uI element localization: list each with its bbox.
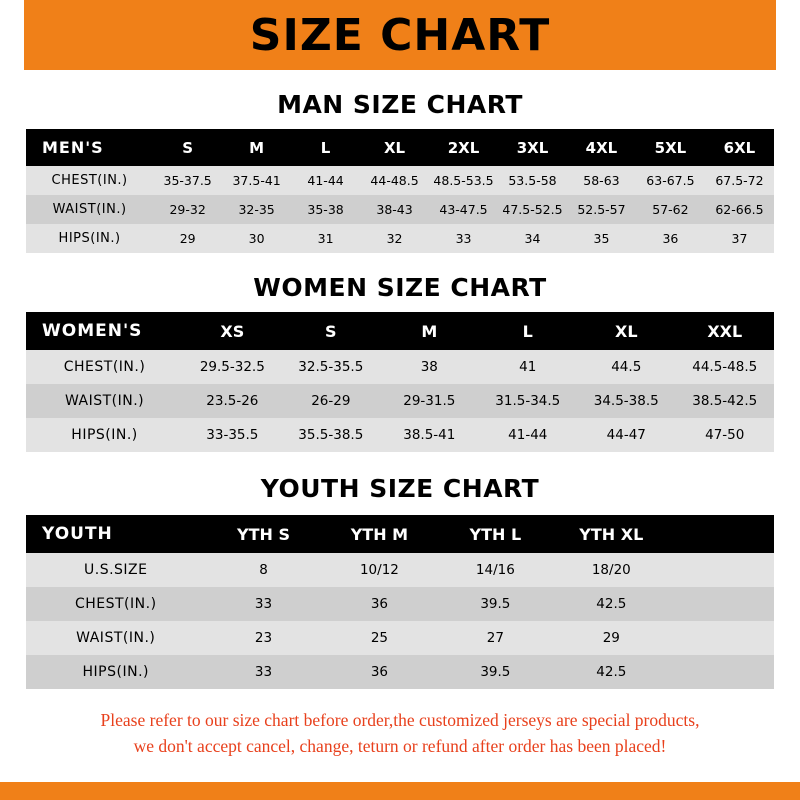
man-row-label-header: MEN'S: [42, 138, 104, 157]
man-row-2-cell-8: 37: [731, 231, 748, 246]
youth-row-label-header: YOUTH: [42, 524, 113, 544]
man-row-2-label: HIPS(IN.): [58, 231, 121, 246]
man-row-0-cell-2: 41-44: [307, 173, 344, 188]
man-row-2-cell-1: 30: [248, 231, 265, 246]
women-col-header-0: XS: [220, 321, 245, 341]
man-col-header-0: S: [182, 138, 194, 157]
women-row-1-cell-0: 23.5-26: [206, 393, 259, 409]
table-header-row: [26, 515, 774, 553]
youth-col-header-0: YTH S: [236, 524, 290, 544]
table-header-row: [26, 129, 774, 166]
youth-row-2-cell-1: 25: [370, 630, 389, 646]
man-size-table: [26, 129, 774, 253]
man-col-header-5: 3XL: [516, 138, 549, 157]
footer-band: [0, 782, 800, 800]
youth-section-title: YOUTH SIZE CHART: [260, 474, 540, 503]
table-header-row: [26, 312, 774, 350]
youth-col-header-2: YTH L: [469, 524, 522, 544]
women-row-2-cell-3: 41-44: [508, 427, 548, 443]
header-band: [0, 0, 800, 70]
table-row: [26, 553, 774, 587]
man-col-header-1: M: [249, 138, 265, 157]
man-col-header-6: 4XL: [585, 138, 618, 157]
women-row-0-cell-2: 38: [420, 359, 438, 375]
table-row: [26, 621, 774, 655]
man-row-2-cell-3: 32: [386, 231, 403, 246]
women-section-title: WOMEN SIZE CHART: [253, 273, 547, 302]
women-row-2-cell-1: 35.5-38.5: [298, 427, 364, 443]
youth-row-1-cell-spacer: [669, 587, 774, 621]
man-section-title: MAN SIZE CHART: [277, 90, 523, 119]
man-row-1-cell-6: 52.5-57: [577, 202, 626, 217]
women-table-header: [26, 312, 774, 350]
man-col-header-7: 5XL: [654, 138, 687, 157]
youth-table-header: [26, 515, 774, 553]
youth-col-header-1: YTH M: [350, 524, 409, 544]
youth-row-2-cell-spacer: [669, 621, 774, 655]
man-col-header-2: L: [320, 138, 331, 157]
women-row-0-cell-5: 44.5-48.5: [692, 359, 758, 375]
man-col-header-4: 2XL: [447, 138, 480, 157]
man-table-header: [26, 129, 774, 166]
table-row: [26, 350, 774, 384]
youth-row-1-cell-2: 39.5: [480, 596, 511, 612]
women-col-header-5: XXL: [707, 321, 743, 341]
man-row-0-cell-8: 67.5-72: [715, 173, 764, 188]
page-title: SIZE CHART: [249, 9, 551, 61]
youth-col-header-3: YTH XL: [579, 524, 644, 544]
table-row: [26, 587, 774, 621]
women-row-0-cell-4: 44.5: [611, 359, 642, 375]
women-row-2-cell-0: 33-35.5: [206, 427, 259, 443]
women-row-1-cell-4: 34.5-38.5: [593, 393, 659, 409]
man-row-1-cell-4: 43-47.5: [439, 202, 488, 217]
women-row-2-cell-5: 47-50: [705, 427, 745, 443]
youth-row-1-cell-1: 36: [370, 596, 389, 612]
youth-row-3-cell-2: 39.5: [480, 664, 511, 680]
youth-row-0-cell-3: 18/20: [591, 562, 631, 578]
header-right-spacer: [776, 0, 800, 70]
women-row-0-cell-3: 41: [519, 359, 537, 375]
order-policy-note-line-1: Please refer to our size chart before order,the customized jerseys are special products,: [100, 710, 700, 730]
header-left-spacer: [0, 0, 24, 70]
man-row-0-cell-7: 63-67.5: [646, 173, 695, 188]
women-row-2-cell-4: 44-47: [606, 427, 646, 443]
table-row: [26, 384, 774, 418]
man-row-0-cell-6: 58-63: [583, 173, 620, 188]
women-row-1-cell-3: 31.5-34.5: [495, 393, 561, 409]
youth-row-3-cell-3: 42.5: [596, 664, 627, 680]
man-col-header-8: 6XL: [723, 138, 756, 157]
table-row: [26, 166, 774, 195]
man-row-1-cell-8: 62-66.5: [715, 202, 764, 217]
man-row-1-cell-7: 57-62: [652, 202, 689, 217]
man-col-header-3: XL: [383, 138, 406, 157]
man-row-2-cell-6: 35: [593, 231, 610, 246]
man-row-2-cell-4: 33: [455, 231, 472, 246]
youth-row-3-label: HIPS(IN.): [82, 664, 149, 680]
women-row-2-cell-2: 38.5-41: [403, 427, 456, 443]
women-row-0-cell-1: 32.5-35.5: [298, 359, 364, 375]
women-col-header-3: L: [522, 321, 533, 341]
man-row-1-cell-1: 32-35: [238, 202, 275, 217]
women-row-label-header: WOMEN'S: [42, 321, 143, 341]
youth-row-2-cell-0: 23: [254, 630, 273, 646]
table-row: [26, 655, 774, 689]
youth-table-body: [26, 553, 774, 689]
youth-row-2-label: WAIST(IN.): [76, 630, 156, 646]
women-col-header-2: M: [421, 321, 438, 341]
man-row-0-cell-4: 48.5-53.5: [433, 173, 494, 188]
man-table-body: [26, 166, 774, 253]
man-row-2-cell-7: 36: [662, 231, 679, 246]
youth-row-3-cell-0: 33: [254, 664, 273, 680]
youth-row-2-cell-3: 29: [602, 630, 620, 646]
youth-row-1-cell-3: 42.5: [596, 596, 627, 612]
youth-col-header-spacer: [669, 515, 774, 553]
youth-row-0-label: U.S.SIZE: [84, 562, 148, 578]
women-row-0-label: CHEST(IN.): [63, 359, 146, 375]
youth-row-0-cell-spacer: [669, 553, 774, 587]
man-row-2-cell-5: 34: [524, 231, 541, 246]
women-row-1-cell-2: 29-31.5: [403, 393, 456, 409]
women-col-header-4: XL: [614, 321, 638, 341]
man-row-2-cell-2: 31: [317, 231, 334, 246]
youth-size-table: [26, 515, 774, 689]
women-row-2-label: HIPS(IN.): [71, 427, 138, 443]
table-row: [26, 418, 774, 452]
youth-row-0-cell-0: 8: [259, 562, 268, 578]
man-row-0-cell-5: 53.5-58: [508, 173, 557, 188]
order-policy-note-line-2: we don't accept cancel, change, teturn or refund after order has been placed!: [133, 736, 667, 757]
women-row-1-label: WAIST(IN.): [64, 393, 145, 409]
man-row-1-cell-5: 47.5-52.5: [502, 202, 563, 217]
women-table-body: [26, 350, 774, 452]
women-row-0-cell-0: 29.5-32.5: [199, 359, 265, 375]
man-row-1-cell-0: 29-32: [169, 202, 206, 217]
youth-row-1-label: CHEST(IN.): [74, 596, 157, 612]
man-row-0-cell-1: 37.5-41: [232, 173, 281, 188]
youth-row-3-cell-spacer: [669, 655, 774, 689]
youth-row-0-cell-2: 14/16: [475, 562, 515, 578]
man-row-0-cell-3: 44-48.5: [370, 173, 419, 188]
women-size-table: [26, 312, 774, 452]
youth-row-3-cell-1: 36: [370, 664, 389, 680]
order-policy-note: [26, 707, 774, 760]
youth-row-2-cell-2: 27: [486, 630, 504, 646]
youth-row-0-cell-1: 10/12: [359, 562, 399, 578]
man-row-1-label: WAIST(IN.): [52, 202, 127, 217]
women-row-1-cell-1: 26-29: [311, 393, 351, 409]
women-row-1-cell-5: 38.5-42.5: [692, 393, 758, 409]
content: [0, 70, 800, 782]
table-row: [26, 224, 774, 253]
table-row: [26, 195, 774, 224]
man-row-1-cell-2: 35-38: [307, 202, 344, 217]
man-row-2-cell-0: 29: [179, 231, 196, 246]
man-row-1-cell-3: 38-43: [376, 202, 413, 217]
man-row-0-label: CHEST(IN.): [51, 173, 128, 188]
women-col-header-1: S: [325, 321, 337, 341]
man-row-0-cell-0: 35-37.5: [163, 173, 212, 188]
youth-row-1-cell-0: 33: [254, 596, 273, 612]
